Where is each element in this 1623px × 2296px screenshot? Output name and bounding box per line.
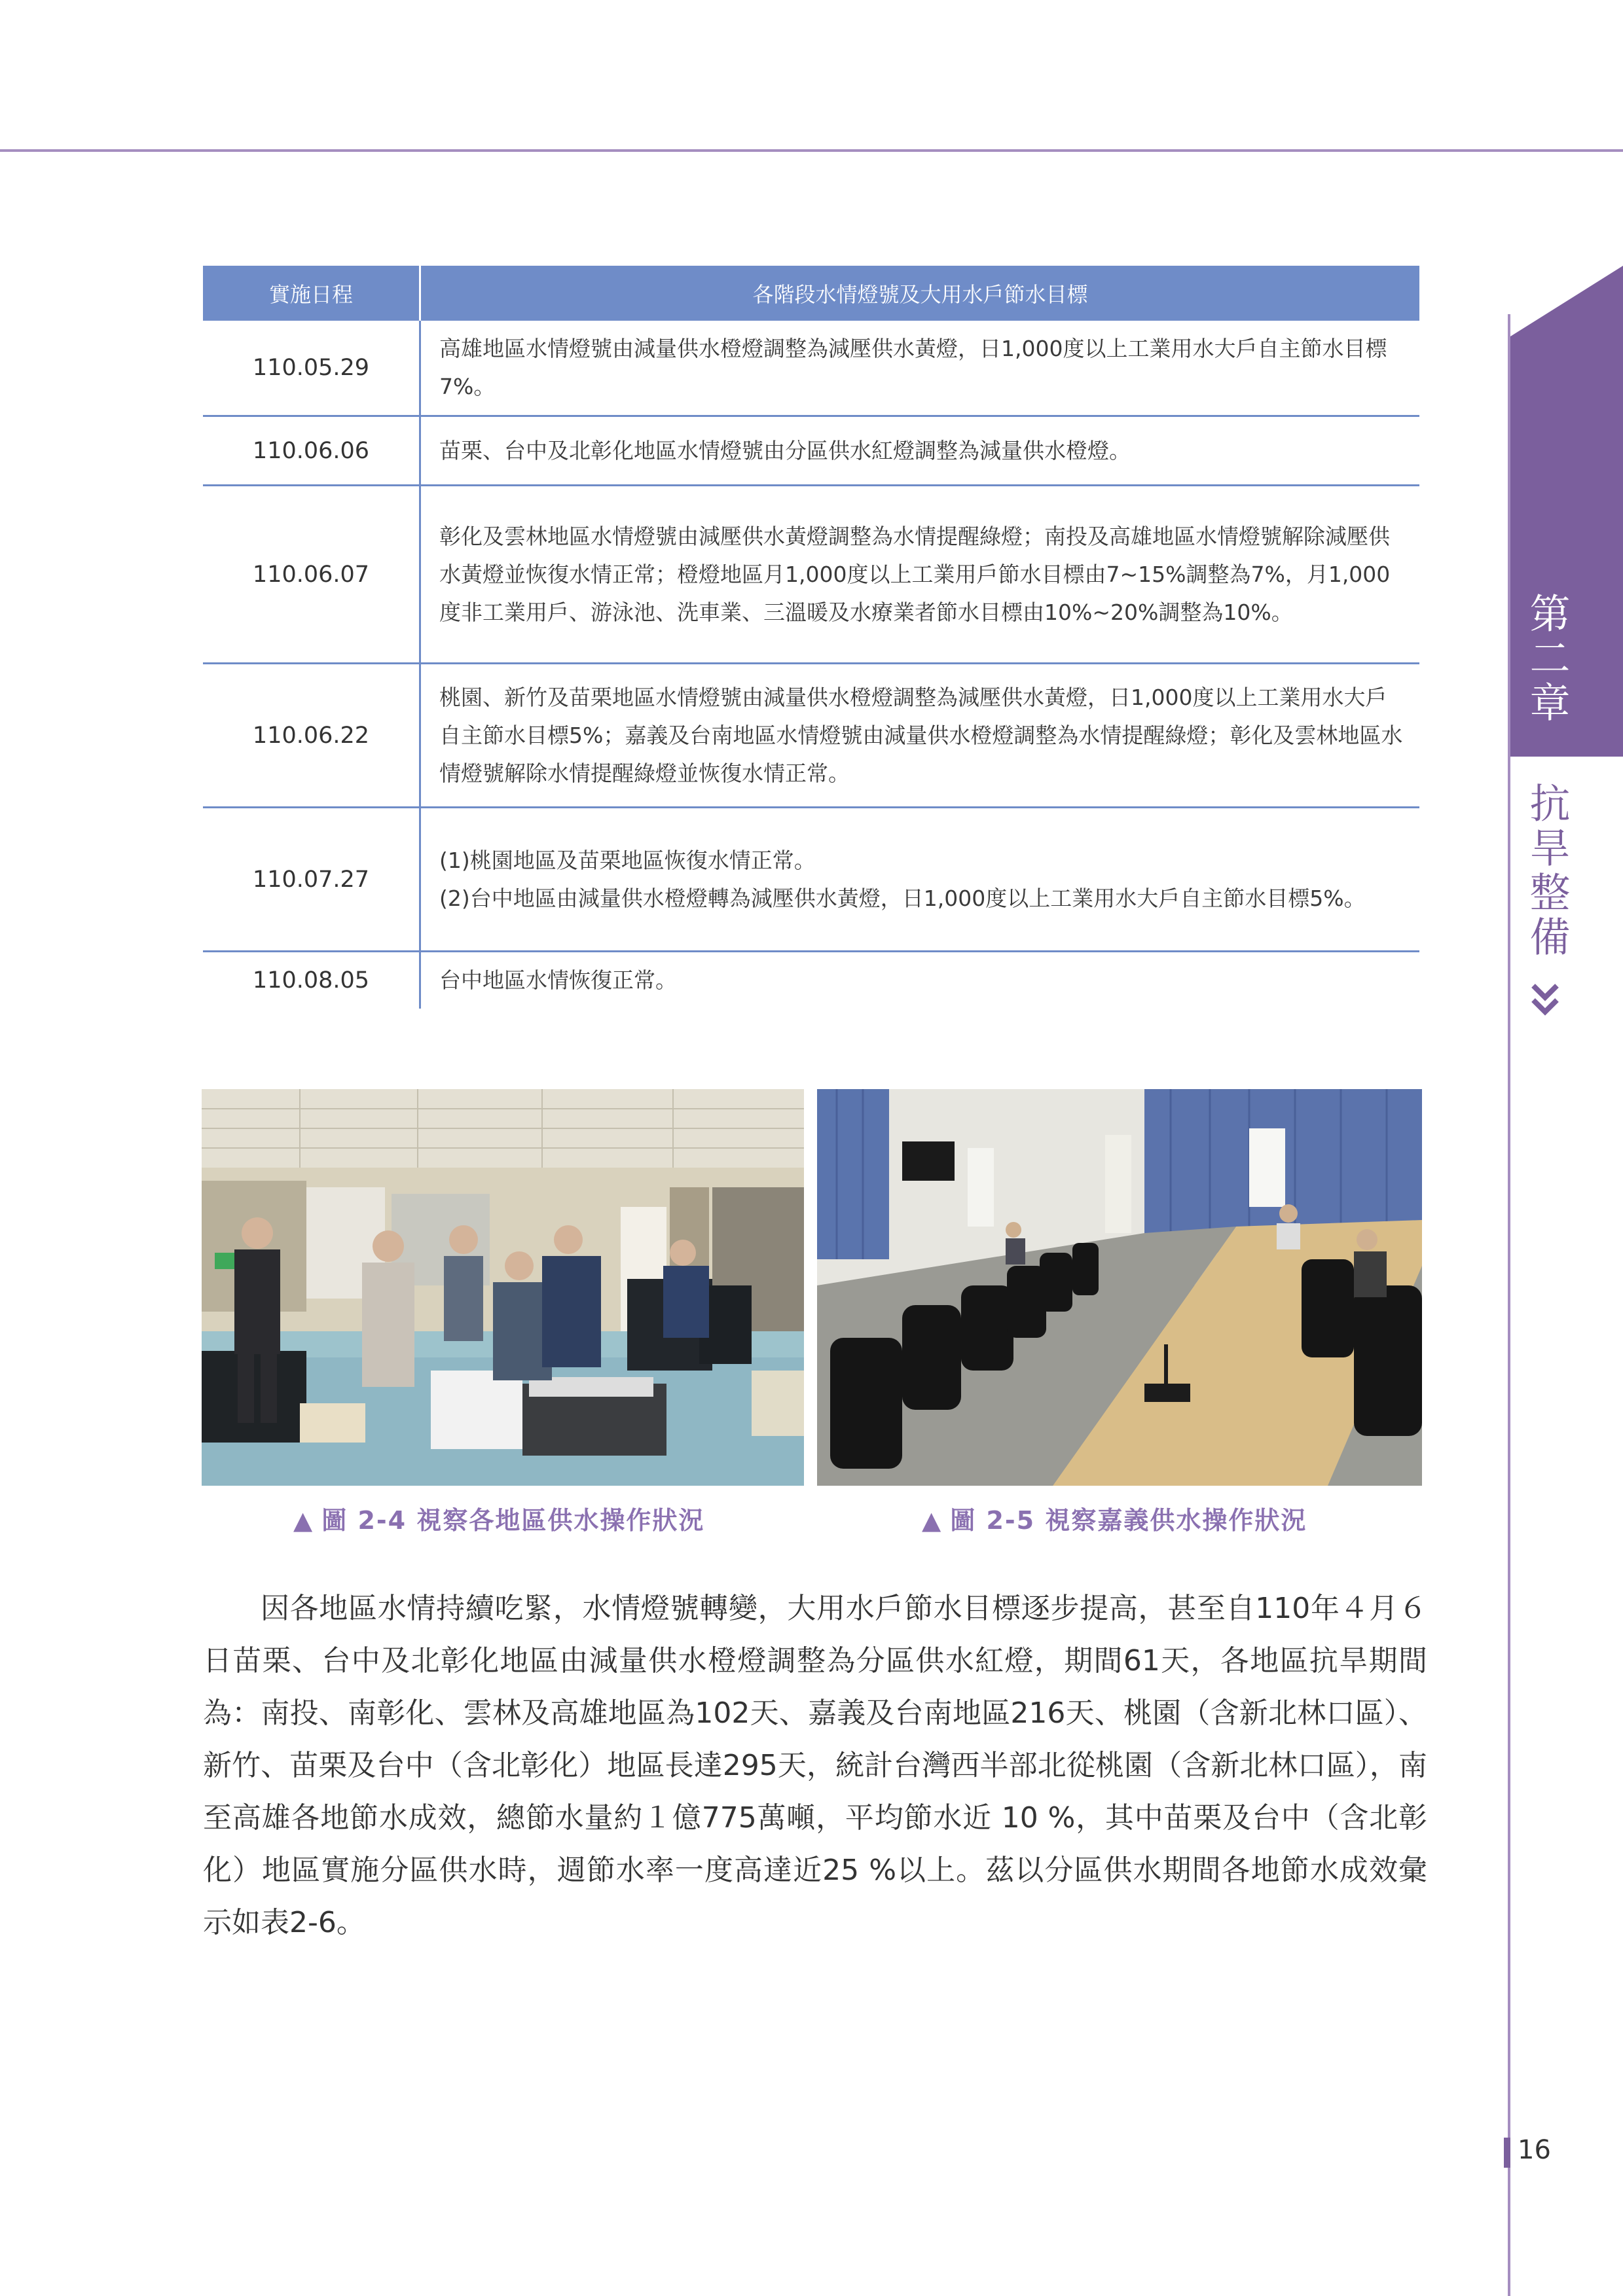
row-date: 110.06.06 [203, 416, 420, 486]
table-header-target: 各階段水情燈號及大用水戶節水目標 [420, 266, 1420, 321]
table-row [203, 416, 1419, 486]
margin-rule [1508, 314, 1510, 2296]
row-date: 110.05.29 [203, 321, 420, 416]
row-description: 桃園、新竹及苗栗地區水情燈號由減量供水橙燈調整為減壓供水黃燈，日1,000度以上工業用水大戶自主節水目標5%；嘉義及台南地區水情燈號由減量供水橙燈調整為水情提醒綠燈；彰化及雲林地區水情燈號解除水情提醒綠燈並恢復水情正常。 [420, 664, 1420, 808]
table-row [203, 486, 1419, 664]
table-header-date: 實施日程 [203, 266, 420, 321]
caption-text: 圖 2-4 視察各地區供水操作狀況 [321, 1506, 705, 1535]
chapter-title: 抗旱整備 [1523, 782, 1571, 960]
row-description: 彰化及雲林地區水情燈號由減壓供水黃燈調整為水情提醒綠燈；南投及高雄地區水情燈號解除減壓供水黃燈並恢復水情正常；橙燈地區月1,000度以上工業用戶節水目標由7~15%調整為7%，月1,000度非工業用戶、游泳池、洗車業、三溫暖及水療業者節水目標由10%~20%調整為10%。 [420, 486, 1420, 664]
figure-caption-2-5 [922, 1500, 1307, 1536]
chapter-label: 第二章 [1523, 592, 1571, 726]
table-row [203, 321, 1419, 416]
row-line: (2)台中地區由減量供水橙燈轉為減壓供水黃燈，日1,000度以上工業用水大戶自主節水目標5%。 [439, 885, 1366, 911]
row-date: 110.06.07 [203, 486, 420, 664]
body-paragraph: 因各地區水情持續吃緊，水情燈號轉變，大用水戶節水目標逐步提高，甚至自110年４月６日苗栗、台中及北彰化地區由減量供水橙燈調整為分區供水紅燈，期間61天，各地區抗旱期間為：南投、南彰化、雲林及高雄地區為102天、嘉義及台南地區216天、桃園（含新北林口區）、新竹、苗栗及台中（含北彰化）地區長達295天，統計台灣西半部北從桃園（含新北林口區），南至高雄各地節水成效，總節水量約１億775萬噸，平均節水近 10 %，其中苗栗及台中（含北彰化）地區實施分區供水時，週節水率一度高達近25 %以上。茲以分區供水期間各地節水成效彙示如表2-6。 [203, 1592, 1427, 1939]
row-date: 110.08.05 [203, 952, 420, 1009]
row-line: (1)桃園地區及苗栗地區恢復水情正常。 [439, 847, 816, 873]
row-description: 台中地區水情恢復正常。 [439, 967, 677, 993]
row-description: 苗栗、台中及北彰化地區水情燈號由分區供水紅燈調整為減量供水橙燈。 [420, 416, 1420, 486]
photo-meeting-room [817, 1089, 1422, 1486]
row-description: 高雄地區水情燈號由減量供水橙燈調整為減壓供水黃燈，日1,000度以上工業用水大戶自主節水目標7%。 [420, 321, 1420, 416]
page-number: 16 [1518, 2135, 1551, 2165]
figure-caption-2-4 [293, 1500, 704, 1536]
water-signal-schedule-table [203, 266, 1419, 1009]
table-row [203, 952, 1419, 1009]
header-rule [0, 149, 1623, 152]
page-number-bar [1504, 2138, 1510, 2168]
table-row [203, 664, 1419, 808]
triangle-icon: ▲ [922, 1506, 943, 1535]
row-date: 110.07.27 [203, 808, 420, 952]
caption-text: 圖 2-5 視察嘉義供水操作狀況 [950, 1506, 1307, 1535]
row-date: 110.06.22 [203, 664, 420, 808]
triangle-icon: ▲ [293, 1506, 314, 1535]
table-row [203, 808, 1419, 952]
photo-control-room [202, 1089, 804, 1486]
row-description [420, 808, 1420, 952]
double-chevron-down-icon [1529, 982, 1561, 1018]
